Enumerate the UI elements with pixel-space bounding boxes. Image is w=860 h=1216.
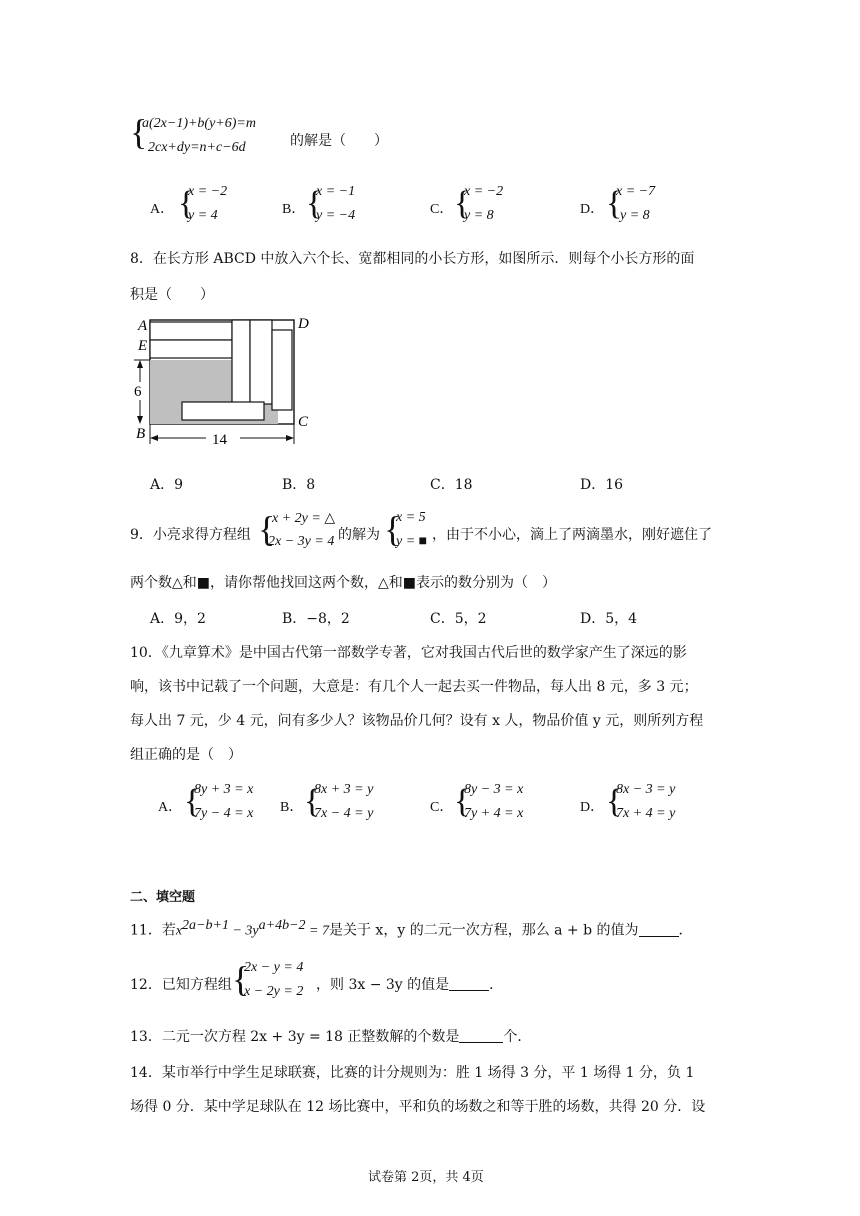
section-heading-fill-in: 二、填空题 <box>130 890 196 905</box>
q11-suffix: 是关于 x，y 的二元一次方程，那么 a + b 的值为 <box>328 922 639 939</box>
q10-line2: 响，该书中记载了一个问题，大意是：有几个人一起去买一件物品，每人出 8 元，多 3 元； <box>130 679 698 695</box>
label-e: E <box>138 338 148 354</box>
q8-option-d: D．16 <box>580 477 624 493</box>
q8-option-a: A．9 <box>150 477 184 493</box>
small-rect-2 <box>150 340 232 358</box>
q12-end: ． <box>489 977 504 993</box>
q7-option-b-line1: x = −1 <box>316 184 356 199</box>
q12-system-line2: x − 2y = 2 <box>244 984 304 999</box>
q9-system-line2: 2x − 3y = 4 <box>268 534 335 549</box>
brace-icon: { <box>130 112 148 152</box>
q10-option-c-label: C． <box>430 800 454 815</box>
q7-eq1: a(2x−1)+b(y+6)=m <box>142 116 256 131</box>
q14-line2: 场得 0 分．某中学足球队在 12 场比赛中，平和负的场数之和等于胜的场数，共得 20 分．设 <box>130 1099 706 1115</box>
q11 <box>130 918 693 940</box>
q7-option-c-line2: y = 8 <box>464 208 494 223</box>
q13 <box>130 1026 531 1046</box>
q10-option-d-label: D． <box>580 800 605 815</box>
q7-option-a-line1: x = −2 <box>188 184 228 199</box>
q13-text: 13．二元一次方程 2x + 3y = 18 正整数解的个数是 <box>130 1029 460 1045</box>
brace-icon: { <box>184 783 201 820</box>
label-height: 6 <box>134 384 142 400</box>
q8-line1: 8．在长方形 ABCD 中放入六个长、宽都相同的小长方形，如图所示．则每个小长方形的面 <box>130 251 695 267</box>
q9-option-d: D．5，4 <box>580 611 638 627</box>
brace-icon: { <box>606 185 623 222</box>
q11-end: ． <box>678 922 693 939</box>
q10-option-a-line1: 8y + 3 = x <box>194 782 254 797</box>
small-rect-1 <box>150 322 232 340</box>
q11-expr-exp1: 2a−b+1 <box>182 918 229 933</box>
brace-icon: { <box>178 185 195 222</box>
q12-answer-blank[interactable] <box>449 976 489 991</box>
small-rect-4 <box>250 320 272 404</box>
brace-icon: { <box>454 783 471 820</box>
brace-icon: { <box>232 959 250 999</box>
label-width: 14 <box>212 432 227 448</box>
q10-option-d-line2: 7x + 4 = y <box>616 806 676 821</box>
q9-solution-line1: x = 5 <box>396 510 426 525</box>
label-d: D <box>298 316 309 332</box>
q11-expr-mid: − 3y <box>228 923 259 939</box>
q9-prefix: 9．小亮求得方程组 <box>130 527 251 543</box>
q9-line2: 两个数△和■，请你帮他找回这两个数，△和■表示的数分别为（ ） <box>130 575 556 591</box>
q12-tail <box>316 974 503 994</box>
brace-icon: { <box>454 185 471 222</box>
small-rect-6 <box>182 402 264 420</box>
label-a: A <box>138 318 148 334</box>
q13-answer-blank[interactable] <box>459 1028 503 1043</box>
q8-figure <box>128 312 318 458</box>
q7-option-d-line2: y = 8 <box>620 208 650 223</box>
q10-option-b-line2: 7x − 4 = y <box>314 806 374 821</box>
q7-option-a-label: A． <box>150 202 175 217</box>
q7-eq2: 2cx+dy=n+c−6d <box>148 140 246 155</box>
q12-suffix: ，则 3x − 3y 的值是 <box>316 977 450 993</box>
q10-line3: 每人出 7 元，少 4 元，问有多少人？该物品价几何？设有 x 人，物品价值 y 元，则所列方程 <box>130 713 704 729</box>
q11-expr-end: = 7 <box>305 923 329 939</box>
brace-icon: { <box>384 509 402 549</box>
q11-expr-exp2: a+4b−2 <box>258 918 306 933</box>
q7-option-c-line1: x = −2 <box>464 184 504 199</box>
q13-end: 个． <box>503 1029 532 1045</box>
q10-line4: 组正确的是（ ） <box>130 747 242 763</box>
q8-line2: 积是（ ） <box>130 287 214 303</box>
q10-option-b-label: B． <box>280 800 304 815</box>
small-rect-3 <box>232 320 250 404</box>
q10-option-c-line2: 7y + 4 = x <box>464 806 524 821</box>
q7-system <box>130 114 290 164</box>
brace-icon: { <box>304 783 321 820</box>
q11-answer-blank[interactable] <box>639 922 679 937</box>
q10-line1: 10．《九章算术》是中国古代第一部数学专著，它对我国古代后世的数学家产生了深远的影 <box>130 645 687 661</box>
label-c: C <box>298 414 309 430</box>
q7-option-b-line2: y = −4 <box>316 208 356 223</box>
q10-option-d-line1: 8x − 3 = y <box>616 782 676 797</box>
label-b: B <box>136 426 146 442</box>
q9-mid: 的解为 <box>338 527 380 543</box>
q7-option-c-label: C． <box>430 202 454 217</box>
q8-option-b: B．8 <box>282 477 316 493</box>
small-rect-5 <box>272 330 292 410</box>
q9-option-c: C．5，2 <box>430 611 487 627</box>
brace-icon: { <box>606 783 623 820</box>
q8-option-c: C．18 <box>430 477 473 493</box>
q7-option-b-label: B． <box>282 202 306 217</box>
q7-option-d-line1: x = −7 <box>616 184 656 199</box>
q9-suffix: ，由于不小心，滴上了两滴墨水，刚好遮住了 <box>432 527 712 543</box>
page-footer: 试卷第 2页，共 4页 <box>368 1170 484 1185</box>
q9-option-b: B．−8，2 <box>282 611 350 627</box>
q11-expr-base1: x <box>175 923 183 939</box>
q12-prefix: 12．已知方程组 <box>130 977 232 993</box>
brace-icon: { <box>306 185 323 222</box>
q7-option-a-line2: y = 4 <box>188 208 218 223</box>
q9-option-a: A．9，2 <box>150 611 206 627</box>
q9-system-line1: x + 2y = △ <box>272 511 336 526</box>
q10-option-c-line1: 8y − 3 = x <box>464 782 524 797</box>
q12-system-line1: 2x − y = 4 <box>244 960 304 975</box>
q14-line1: 14．某市举行中学生足球联赛，比赛的计分规则为：胜 1 场得 3 分，平 1 场得 1 分，负 1 <box>130 1065 695 1081</box>
q9-solution-line2: y = ■ <box>396 534 428 549</box>
q10-option-a-label: A． <box>158 800 183 815</box>
brace-icon: { <box>258 509 276 549</box>
q7-tail: 的解是（ ） <box>290 133 388 149</box>
q10-option-b-line1: 8x + 3 = y <box>314 782 374 797</box>
q7-option-d-label: D． <box>580 202 605 217</box>
q10-option-a-line2: 7y − 4 = x <box>194 806 254 821</box>
q11-prefix: 11．若 <box>130 922 176 939</box>
